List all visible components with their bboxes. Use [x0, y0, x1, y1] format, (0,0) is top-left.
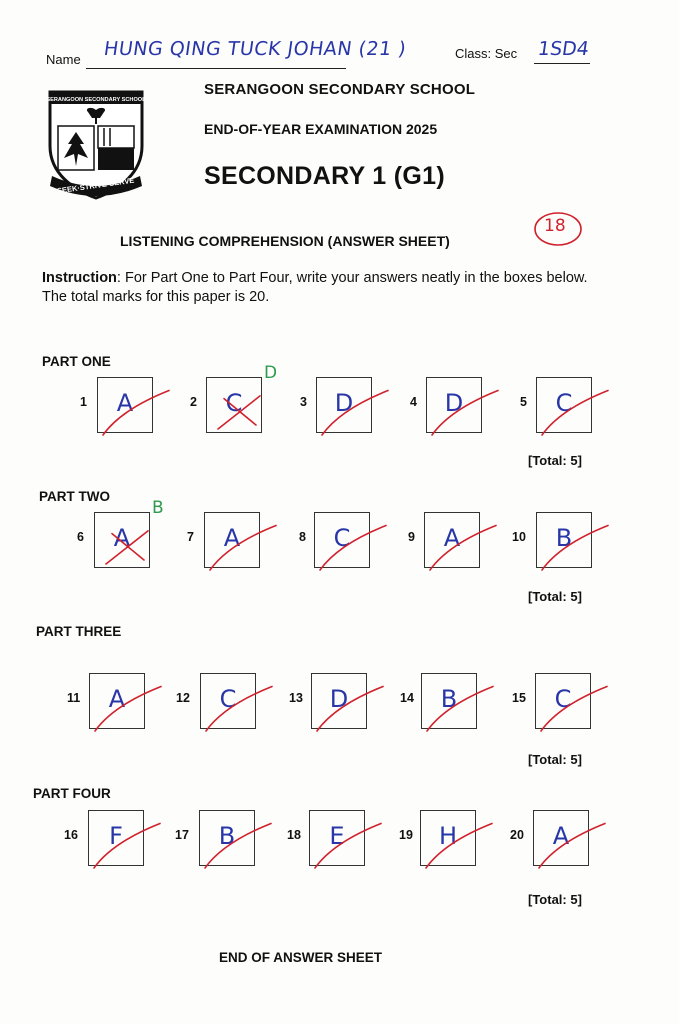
answer-box[interactable]: [200, 673, 256, 729]
instruction-lead: Instruction: [42, 270, 117, 286]
class-label: Class: Sec: [455, 46, 518, 61]
question-number: 16: [64, 828, 78, 842]
crest-top-text: SERANGOON SECONDARY SCHOOL: [46, 97, 146, 103]
level-title: SECONDARY 1 (G1): [204, 162, 445, 190]
answer-box[interactable]: [420, 810, 476, 866]
handwritten-answer: B: [218, 822, 236, 850]
part-total: [Total: 5]: [528, 752, 582, 767]
exam-title: END-OF-YEAR EXAMINATION 2025: [204, 121, 438, 137]
answer-box[interactable]: [311, 673, 367, 729]
question-number: 5: [520, 395, 527, 409]
answer-box[interactable]: [421, 673, 477, 729]
handwritten-answer: A: [552, 822, 570, 850]
question-number: 17: [175, 828, 189, 842]
handwritten-answer: C: [219, 685, 237, 713]
answer-box[interactable]: [316, 377, 372, 433]
answer-box[interactable]: [535, 673, 591, 729]
question-number: 6: [77, 530, 84, 544]
question-number: 15: [512, 691, 526, 705]
question-number: 9: [408, 530, 415, 544]
correction-letter: D: [264, 363, 278, 383]
part-title: PART FOUR: [33, 786, 111, 801]
answer-box[interactable]: [94, 512, 150, 568]
sheet-title: LISTENING COMPREHENSION (ANSWER SHEET): [120, 233, 450, 249]
handwritten-answer: A: [443, 524, 461, 552]
school-name: SERANGOON SECONDARY SCHOOL: [204, 81, 476, 98]
answer-box[interactable]: [314, 512, 370, 568]
handwritten-answer: C: [333, 524, 351, 552]
answer-box[interactable]: [536, 512, 592, 568]
part-title: PART THREE: [36, 624, 122, 639]
question-number: 10: [512, 530, 526, 544]
answer-box[interactable]: [88, 810, 144, 866]
question-number: 20: [510, 828, 524, 842]
question-number: 1: [80, 395, 87, 409]
question-number: 12: [176, 691, 190, 705]
crest-motto: SEEK·STRIVE·SERVE: [56, 175, 135, 196]
handwritten-answer: A: [108, 685, 126, 713]
part-title: PART TWO: [39, 489, 110, 504]
handwritten-answer: C: [554, 685, 572, 713]
instruction-body: : For Part One to Part Four, write your answers neatly in the boxes below. The total marks for this paper is 20.: [42, 270, 588, 305]
handwritten-answer: C: [555, 389, 573, 417]
answer-box[interactable]: [89, 673, 145, 729]
part-total: [Total: 5]: [528, 589, 582, 604]
handwritten-answer: F: [109, 822, 123, 850]
answer-box[interactable]: [206, 377, 262, 433]
question-number: 8: [299, 530, 306, 544]
question-number: 7: [187, 530, 194, 544]
answer-box[interactable]: [533, 810, 589, 866]
instruction-text: [42, 269, 602, 307]
question-number: 4: [410, 395, 417, 409]
part-total: [Total: 5]: [528, 453, 582, 468]
question-number: 2: [190, 395, 197, 409]
question-number: 14: [400, 691, 414, 705]
answer-box[interactable]: [424, 512, 480, 568]
class-underline: [534, 63, 590, 64]
name-underline: [86, 68, 346, 69]
name-label: Name: [46, 52, 81, 67]
end-of-sheet: END OF ANSWER SHEET: [219, 950, 383, 965]
handwritten-answer: H: [438, 822, 458, 850]
answer-box[interactable]: [309, 810, 365, 866]
answer-box[interactable]: [204, 512, 260, 568]
handwritten-answer: D: [334, 389, 354, 417]
answer-box[interactable]: [199, 810, 255, 866]
student-name: HUNG QING TUCK JOHAN (21 ): [102, 38, 408, 60]
question-number: 3: [300, 395, 307, 409]
handwritten-answer: B: [440, 685, 458, 713]
question-number: 18: [287, 828, 301, 842]
school-crest-logo: [44, 88, 148, 200]
handwritten-answer: C: [225, 389, 243, 417]
handwritten-answer: B: [555, 524, 573, 552]
handwritten-answer: D: [329, 685, 349, 713]
handwritten-answer: A: [116, 389, 134, 417]
answer-box[interactable]: [426, 377, 482, 433]
score-value: 18: [544, 216, 566, 236]
handwritten-answer: E: [329, 822, 345, 850]
correction-letter: B: [152, 498, 164, 518]
question-number: 11: [67, 691, 81, 705]
question-number: 13: [289, 691, 303, 705]
handwritten-answer: A: [223, 524, 241, 552]
answer-box[interactable]: [97, 377, 153, 433]
answer-box[interactable]: [536, 377, 592, 433]
part-total: [Total: 5]: [528, 892, 582, 907]
handwritten-answer: D: [444, 389, 464, 417]
class-value: 1SD4: [536, 38, 591, 60]
question-number: 19: [399, 828, 413, 842]
handwritten-answer: A: [113, 524, 131, 552]
part-title: PART ONE: [42, 354, 111, 369]
